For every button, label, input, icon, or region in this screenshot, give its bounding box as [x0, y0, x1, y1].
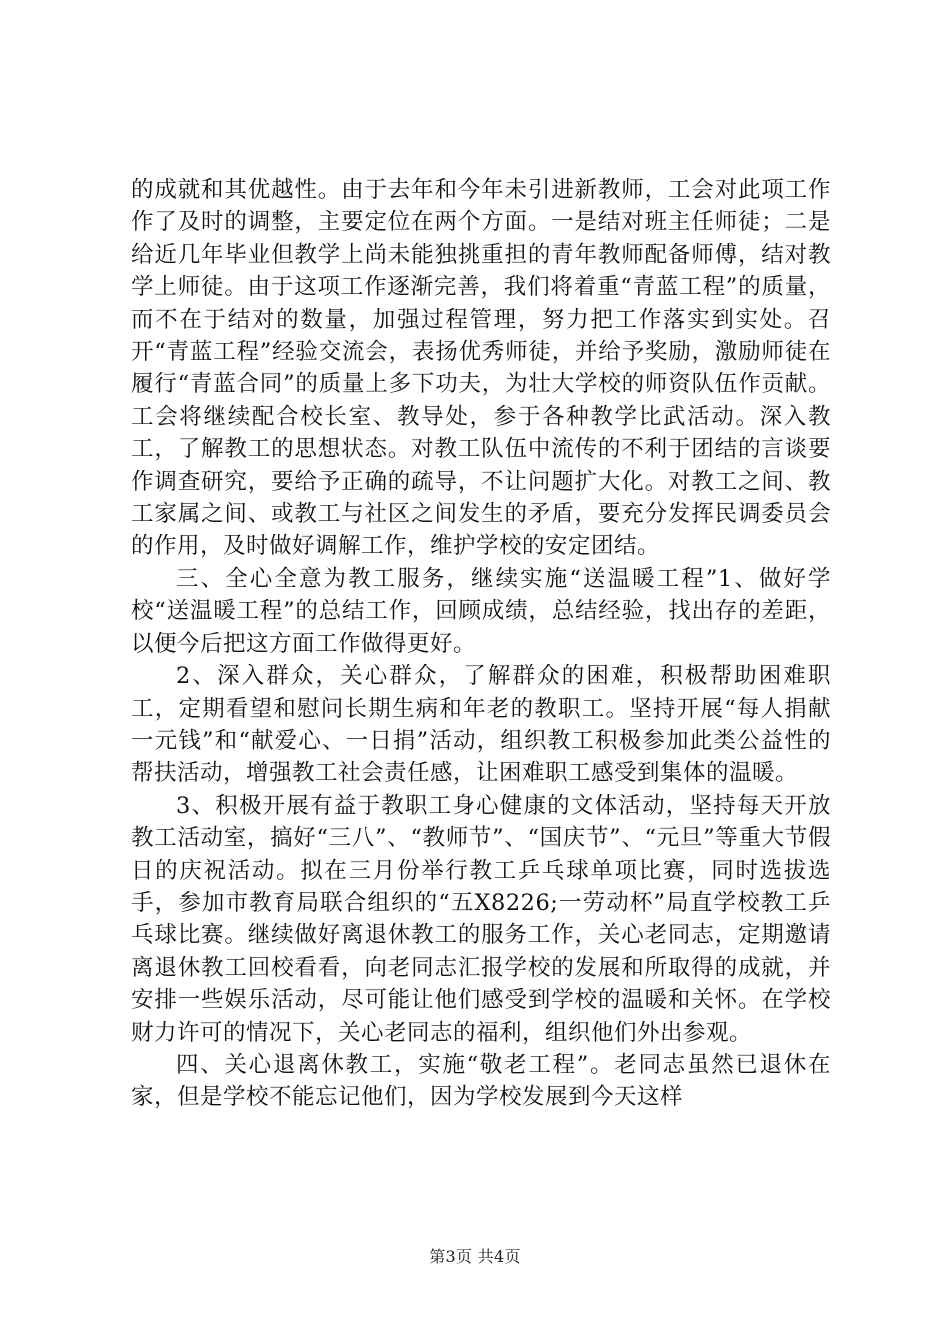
paragraph-3: 2、深入群众，关心群众，了解群众的困难，积极帮助困难职工，定期看望和慰问长期生病和年老的教职工。坚持开展“每人捐献一元钱”和“献爱心、一日捐”活动，组织教工积极参加此类公益性的帮扶活动，增强教工社会责任感，让困难职工感受到集体的温暖。: [131, 663, 831, 787]
document-body: [131, 174, 831, 1114]
page-number-label: 第3页 共4页: [429, 1247, 521, 1266]
page-footer: [0, 1244, 950, 1267]
paragraph-4: 3、积极开展有益于教职工身心健康的文体活动，坚持每天开放教工活动室，搞好“三八”、“教师节”、“国庆节”、“元旦”等重大节假日的庆祝活动。拟在三月份举行教工乒乓球单项比赛，同时选拔选手，参加市教育局联合组织的“五X8226;一劳动杯”局直学校教工乒乓球比赛。继续做好离退休教工的服务工作，关心老同志，定期邀请离退休教工回校看看，向老同志汇报学校的发展和所取得的成就，并安排一些娱乐活动，尽可能让他们感受到学校的温暖和关怀。在学校财力许可的情况下，关心老同志的福利，组织他们外出参观。: [131, 792, 831, 1046]
paragraph-5: 四、关心退离休教工，实施“敬老工程”。老同志虽然已退休在家，但是学校不能忘记他们，因为学校发展到今天这样: [131, 1051, 831, 1111]
paragraph-2: 三、全心全意为教工服务，继续实施“送温暖工程”1、做好学校“送温暖工程”的总结工作，回顾成绩，总结经验，找出存的差距，以便今后把这方面工作做得更好。: [131, 565, 831, 657]
paragraph-1: 的成就和其优越性。由于去年和今年未引进新教师，工会对此项工作作了及时的调整，主要定位在两个方面。一是结对班主任师徒；二是给近几年毕业但教学上尚未能独挑重担的青年教师配备师傅，结对教学上师徒。由于这项工作逐渐完善，我们将着重“青蓝工程”的质量，而不在于结对的数量，加强过程管理，努力把工作落实到实处。召开“青蓝工程”经验交流会，表扬优秀师徒，并给予奖励，激励师徒在履行“青蓝合同”的质量上多下功夫，为壮大学校的师资队伍作贡献。工会将继续配合校长室、教导处，参于各种教学比武活动。深入教工，了解教工的思想状态。对教工队伍中流传的不利于团结的言谈要作调查研究，要给予正确的疏导，不让问题扩大化。对教工之间、教工家属之间、或教工与社区之间发生的矛盾，要充分发挥民调委员会的作用，及时做好调解工作，维护学校的安定团结。: [131, 177, 831, 560]
